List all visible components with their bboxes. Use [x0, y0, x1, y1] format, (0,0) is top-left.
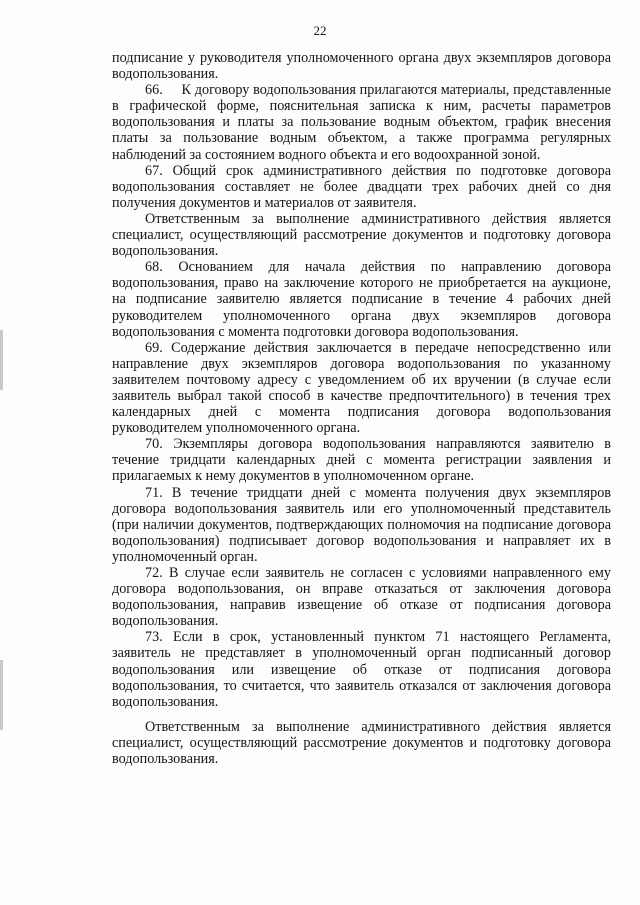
paragraph-70: 70. Экземпляры договора водопользования направляются заявителю в течение тридцати календарных дней с момента регистрации заявления и прилагаемых к нему документов в уполномоченном органе. [112, 436, 611, 485]
paragraph-gap [112, 710, 611, 719]
scan-edge-mark [0, 660, 3, 730]
paragraph-73: 73. Если в срок, установленный пунктом 71 настоящего Регламента, заявитель не представляет в уполномоченный орган подписанный договор водопользования или извещение об отказе от подписания договора водопользования, то считается, что заявитель отказался от заключения договора водопользования. [112, 629, 611, 710]
page-number: 22 [313, 23, 327, 38]
paragraph-67: 67. Общий срок административного действия по подготовке договора водопользования составляет не более двадцати трех рабочих дней со дня получения документов и материалов от заявителя. [112, 162, 611, 211]
paragraph-continuation: подписание у руководителя уполномоченного органа двух экземпляров договора водопользования. [112, 50, 611, 83]
paragraph-72: 72. В случае если заявитель не согласен с условиями направленного ему договора водопользования, он вправе отказаться от заключения договора водопользования, направив извещение об отказе от подписания договора водопользования. [112, 565, 611, 630]
paragraph-68: 68. Основанием для начала действия по направлению договора водопользования, право на заключение которого не приобретается на аукционе, на подписание заявителю является подписание в течение 4 рабочих дней руководителем уполномоченного органа двух экземпляров договора водопользования с момента подготовки договора водопользования. [112, 259, 611, 340]
paragraph-66: 66. К договору водопользования прилагаются материалы, представленные в графической форме, пояснительная записка к ним, расчеты параметров водопользования и платы за пользование водным объектом, график внесения платы за пользование водным объектом, а также программа регулярных наблюдений за состоянием водного объекта и его водоохранной зоной. [112, 82, 611, 163]
document-body [112, 50, 611, 767]
paragraph-71: 71. В течение тридцати дней с момента получения двух экземпляров договора водопользования заявитель или его уполномоченный представитель (при наличии документов, подтверждающих полномочия на подписание договора водопользования) подписывает договор водопользования и направляет их в уполномоченный орган. [112, 484, 611, 565]
paragraph-69: 69. Содержание действия заключается в передаче непосредственно или направление двух экземпляров договора водопользования по указанному заявителем почтовому адресу с уведомлением об их вручении (в случае если заявитель выбрал такой способ в качестве предпочтительного) в течения трех календарных дней с момента подписания договора водопользования руководителем уполномоченного органа. [112, 339, 611, 437]
paragraph-responsible-2: Ответственным за выполнение административного действия является специалист, осуществляющий рассмотрение документов и подготовку договора водопользования. [112, 718, 611, 768]
scan-edge-mark [0, 330, 3, 390]
paragraph-responsible-1: Ответственным за выполнение административного действия является специалист, осуществляющий рассмотрение документов и подготовку договора водопользования. [112, 210, 611, 260]
